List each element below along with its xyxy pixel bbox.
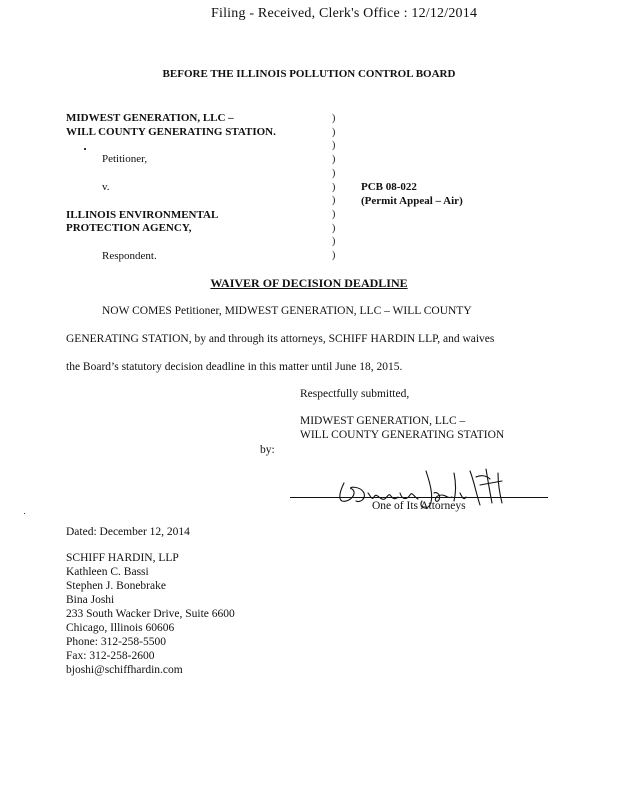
firm-name: SCHIFF HARDIN, LLP bbox=[66, 552, 179, 564]
petitioner-name-line1: MIDWEST GENERATION, LLC – bbox=[66, 112, 234, 124]
by-label: by: bbox=[260, 444, 275, 456]
respectfully-submitted: Respectfully submitted, bbox=[300, 388, 410, 400]
scan-speck bbox=[24, 513, 25, 514]
case-type: (Permit Appeal – Air) bbox=[361, 195, 463, 207]
email-address: bjoshi@schiffhardin.com bbox=[66, 664, 183, 676]
respondent-label: Respondent. bbox=[102, 250, 157, 262]
case-number: PCB 08-022 bbox=[361, 181, 417, 193]
scan-speck bbox=[84, 148, 86, 150]
attorney-2: Stephen J. Bonebrake bbox=[66, 580, 166, 592]
body-line-3: the Board’s statutory decision deadline in this matter until June 18, 2015. bbox=[66, 361, 403, 373]
company-line-2: WILL COUNTY GENERATING STATION bbox=[300, 429, 505, 441]
phone-number: Phone: 312-258-5500 bbox=[66, 636, 166, 648]
attorney-1: Kathleen C. Bassi bbox=[66, 566, 149, 578]
address-line-2: Chicago, Illinois 60606 bbox=[66, 622, 175, 634]
document-title: WAIVER OF DECISION DEADLINE bbox=[210, 276, 408, 290]
body-line-1: NOW COMES Petitioner, MIDWEST GENERATION, LLC – WILL COUNTY bbox=[102, 305, 472, 317]
respondent-name-line1: ILLINOIS ENVIRONMENTAL bbox=[66, 209, 219, 221]
filing-stamp: Filing - Received, Clerk's Office : 12/12/2014 bbox=[211, 6, 478, 21]
fax-number: Fax: 312-258-2600 bbox=[66, 650, 155, 662]
petitioner-name-line2: WILL COUNTY GENERATING STATION. bbox=[66, 126, 276, 138]
signature-caption: One of Its Attorneys bbox=[372, 500, 466, 512]
company-line-1: MIDWEST GENERATION, LLC – bbox=[300, 415, 466, 427]
body-line-2: GENERATING STATION, by and through its attorneys, SCHIFF HARDIN LLP, and waives bbox=[66, 333, 495, 345]
dated-line: Dated: December 12, 2014 bbox=[66, 526, 190, 538]
versus-label: v. bbox=[102, 181, 110, 193]
attorney-3: Bina Joshi bbox=[66, 594, 115, 606]
address-line-1: 233 South Wacker Drive, Suite 6600 bbox=[66, 608, 235, 620]
petitioner-label: Petitioner, bbox=[102, 153, 148, 165]
signature-line bbox=[290, 497, 548, 498]
caption-parenthesis-column: ) ) ) ) ) ) ) ) ) ) ) bbox=[332, 113, 336, 262]
respondent-name-line2: PROTECTION AGENCY, bbox=[66, 222, 192, 234]
board-title: BEFORE THE ILLINOIS POLLUTION CONTROL BOARD bbox=[162, 68, 456, 80]
